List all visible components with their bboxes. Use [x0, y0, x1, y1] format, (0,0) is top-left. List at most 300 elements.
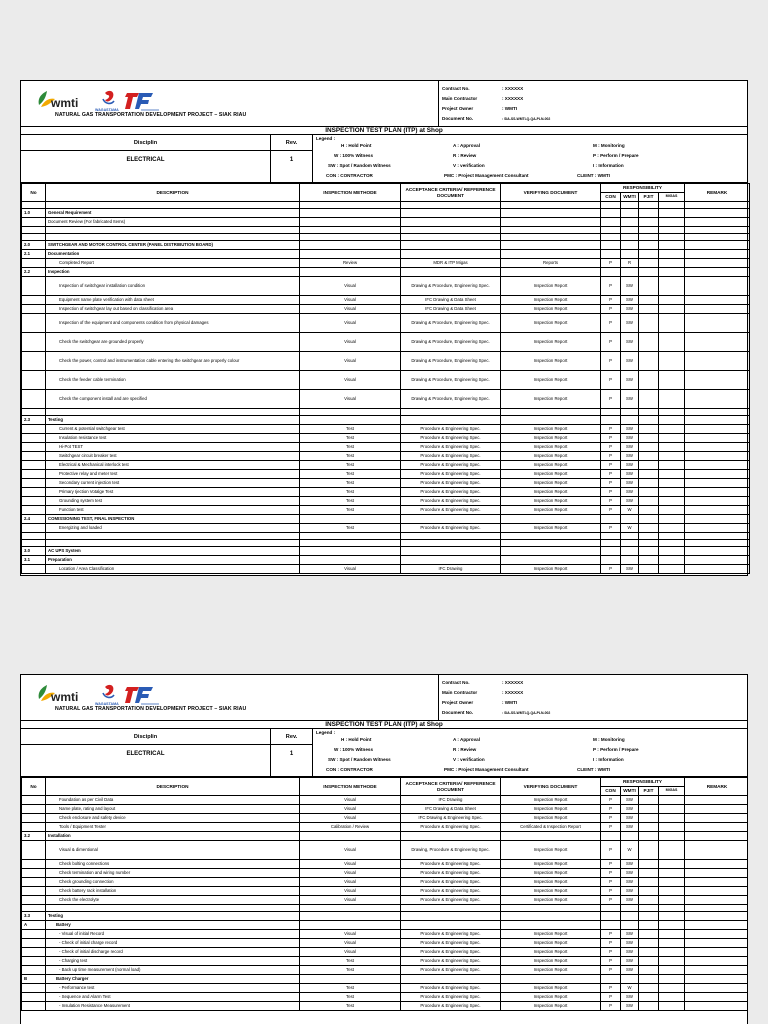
sheet-header — [21, 675, 747, 721]
legend-pmc: PMC : Project Management Consultant — [444, 767, 529, 772]
legend-h: H : Hold Point — [341, 143, 372, 148]
project-name: NATURAL GAS TRANSPORTATION DEVELOPMENT PROJECT – SIAK RIAU — [55, 706, 247, 712]
cell-pjit — [639, 202, 659, 209]
table-row — [22, 993, 749, 1002]
cell-wmti — [621, 268, 639, 277]
cell-no — [22, 565, 46, 574]
cell-wmti: SW — [621, 993, 639, 1002]
cell-c: Procedure & Engineering Spec. — [401, 443, 501, 452]
cell-c: Drawing & Procedure, Engineering Spec. — [401, 333, 501, 352]
cell-migas — [659, 984, 685, 993]
cell-remark — [685, 832, 748, 841]
cell-c — [401, 268, 501, 277]
cell-m — [300, 547, 401, 556]
cell-d: Visual & dimentional — [46, 841, 300, 860]
cell-con — [601, 409, 621, 416]
cell-m: Test — [300, 524, 401, 533]
cell-wmti: SW — [621, 333, 639, 352]
cell-m: Visual — [300, 333, 401, 352]
cell-con — [601, 234, 621, 241]
cell-c: IFC Drawing & Engineering Spec. — [401, 814, 501, 823]
cell-pjit — [639, 912, 659, 921]
cell-migas — [659, 425, 685, 434]
cell-no — [22, 966, 46, 975]
document-label: Document No. — [442, 116, 474, 121]
cell-wmti — [621, 234, 639, 241]
cell-pjit — [639, 984, 659, 993]
cell-wmti: SW — [621, 488, 639, 497]
cell-con: P — [601, 434, 621, 443]
cell-c — [401, 227, 501, 234]
cell-v: Inspection Report — [501, 984, 601, 993]
cell-pjit — [639, 333, 659, 352]
cell-wmti — [621, 241, 639, 250]
cell-d: Battery Charger — [46, 975, 300, 984]
cell-con: P — [601, 896, 621, 905]
cell-pjit — [639, 948, 659, 957]
cell-no — [22, 823, 46, 832]
cell-wmti: SW — [621, 887, 639, 896]
cell-d: Grounding system test — [46, 497, 300, 506]
cell-pjit — [639, 227, 659, 234]
cell-con: P — [601, 869, 621, 878]
cell-remark — [685, 277, 750, 296]
cell-d: Check the feeder cable termination — [46, 371, 300, 390]
project-name: NATURAL GAS TRANSPORTATION DEVELOPMENT PROJECT – SIAK RIAU — [55, 112, 247, 118]
cell-c: MDR & ITP Migas — [401, 259, 501, 268]
cell-migas — [659, 250, 685, 259]
cell-wmti: SW — [621, 296, 639, 305]
cell-con — [601, 912, 621, 921]
cell-pjit — [639, 975, 659, 984]
cell-pjit — [639, 565, 659, 574]
cell-con: P — [601, 371, 621, 390]
itp-sheet-1 — [20, 80, 748, 576]
cell-no — [22, 524, 46, 533]
cell-pjit — [639, 390, 659, 409]
cell-remark — [685, 241, 750, 250]
cell-c: Procedure & Engineering Spec. — [401, 860, 501, 869]
table-row — [22, 333, 750, 352]
cell-c: Drawing & Procedure, Engineering Spec. — [401, 277, 501, 296]
cell-v — [501, 905, 601, 912]
wagastama-logo-text: WAGASTAMA — [95, 702, 119, 706]
cell-v: Inspection Report — [501, 841, 601, 860]
cell-c: Procedure & Engineering Spec. — [401, 524, 501, 533]
cell-con: P — [601, 305, 621, 314]
contract-label: Contract No. — [442, 86, 470, 91]
cell-d — [46, 234, 300, 241]
cell-con: P — [601, 814, 621, 823]
cell-con — [601, 268, 621, 277]
cell-migas — [659, 479, 685, 488]
table-row — [22, 506, 750, 515]
cell-pjit — [639, 234, 659, 241]
cell-c — [401, 556, 501, 565]
cell-wmti: SW — [621, 470, 639, 479]
table-row — [22, 390, 750, 409]
cell-m: Test — [300, 1002, 401, 1011]
cell-remark — [685, 796, 748, 805]
cell-pjit — [639, 957, 659, 966]
legend-sw: SW : Spot / Random Witness — [328, 163, 391, 168]
cell-remark — [685, 497, 750, 506]
cell-remark — [685, 227, 750, 234]
col-responsibility: RESPONSIBILITY — [601, 184, 685, 193]
legend-p: P : Perform / Prepare — [593, 153, 639, 158]
col-pjit: PJIT — [639, 193, 659, 202]
cell-c: Drawing & Procedure, Engineering Spec. — [401, 314, 501, 333]
cell-d: Insulation resistance test — [46, 434, 300, 443]
cell-no — [22, 227, 46, 234]
cell-v: Inspection Report — [501, 796, 601, 805]
cell-v: Inspection Report — [501, 425, 601, 434]
cell-con: P — [601, 390, 621, 409]
cell-remark — [685, 905, 748, 912]
cell-no — [22, 443, 46, 452]
cell-v: Inspection Report — [501, 479, 601, 488]
cell-c — [401, 250, 501, 259]
table-row — [22, 805, 749, 814]
cell-no — [22, 930, 46, 939]
col-remark: REMARK — [685, 778, 748, 796]
cell-m: Visual — [300, 841, 401, 860]
cell-pjit — [639, 930, 659, 939]
cell-migas — [659, 878, 685, 887]
cell-d: - Visual of initial Record — [46, 930, 300, 939]
cell-migas — [659, 277, 685, 296]
cell-remark — [685, 268, 750, 277]
cell-v: Inspection Report — [501, 887, 601, 896]
cell-remark — [685, 333, 750, 352]
contract-value: : XXXXXX — [502, 680, 524, 685]
cell-wmti — [621, 921, 639, 930]
col-migas: MIGAS — [659, 193, 685, 202]
legend-w: W : 100% Witness — [334, 747, 374, 752]
table-row — [22, 409, 750, 416]
cell-m — [300, 250, 401, 259]
cell-con — [601, 921, 621, 930]
cell-con: P — [601, 878, 621, 887]
cell-wmti: SW — [621, 390, 639, 409]
cell-remark — [685, 470, 750, 479]
legend-m: M : Monitoring — [593, 143, 625, 148]
cell-no — [22, 371, 46, 390]
cell-wmti: SW — [621, 425, 639, 434]
cell-d: Check battery rack installation — [46, 887, 300, 896]
cell-v — [501, 975, 601, 984]
owner-label: Project Owner — [442, 106, 474, 111]
cell-remark — [685, 416, 750, 425]
table-row — [22, 470, 750, 479]
cell-migas — [659, 975, 685, 984]
cell-wmti: W — [621, 984, 639, 993]
cell-migas — [659, 912, 685, 921]
cell-no — [22, 488, 46, 497]
cell-wmti: W — [621, 506, 639, 515]
cell-no: 3.0 — [22, 547, 46, 556]
cell-pjit — [639, 434, 659, 443]
cell-con: P — [601, 957, 621, 966]
cell-v: Inspection Report — [501, 461, 601, 470]
company-logos — [35, 87, 265, 113]
cell-wmti — [621, 409, 639, 416]
cell-remark — [685, 461, 750, 470]
cell-remark — [685, 939, 748, 948]
cell-v: Inspection Report — [501, 957, 601, 966]
cell-migas — [659, 218, 685, 227]
cell-pjit — [639, 878, 659, 887]
cell-remark — [685, 352, 750, 371]
col-remark: REMARK — [685, 184, 750, 202]
cell-v: Inspection Report — [501, 805, 601, 814]
cell-v — [501, 250, 601, 259]
cell-m — [300, 905, 401, 912]
contract-info — [438, 81, 749, 127]
cell-remark — [685, 259, 750, 268]
cell-m — [300, 268, 401, 277]
col-pjit: PJIT — [639, 787, 659, 796]
col-description: DESCRIPTION — [46, 184, 300, 202]
cell-no — [22, 506, 46, 515]
table-row — [22, 930, 749, 939]
cell-migas — [659, 443, 685, 452]
cell-wmti — [621, 515, 639, 524]
table-row — [22, 209, 750, 218]
col-verifying: VERIFYING DOCUMENT — [501, 778, 601, 796]
cell-remark — [685, 896, 748, 905]
cell-remark — [685, 975, 748, 984]
cell-v: Inspection Report — [501, 524, 601, 533]
cell-no — [22, 425, 46, 434]
cell-v — [501, 540, 601, 547]
cell-no — [22, 878, 46, 887]
table-row — [22, 371, 750, 390]
cell-m: Test — [300, 488, 401, 497]
cell-no — [22, 470, 46, 479]
cell-remark — [685, 823, 748, 832]
cell-d: - Charging test — [46, 957, 300, 966]
cell-v — [501, 241, 601, 250]
cell-d: COMISSIONING TEST, FINAL INSPECTION — [46, 515, 300, 524]
cell-con — [601, 832, 621, 841]
cell-d — [46, 409, 300, 416]
cell-remark — [685, 250, 750, 259]
cell-d: - Check of initial discharge record — [46, 948, 300, 957]
cell-remark — [685, 921, 748, 930]
cell-wmti — [621, 556, 639, 565]
cell-no — [22, 540, 46, 547]
cell-wmti: SW — [621, 1002, 639, 1011]
cell-c: Procedure & Engineering Spec. — [401, 823, 501, 832]
cell-v: Inspection Report — [501, 305, 601, 314]
cell-migas — [659, 556, 685, 565]
cell-con: P — [601, 470, 621, 479]
cell-pjit — [639, 905, 659, 912]
legend-v: V : verification — [453, 163, 485, 168]
table-row — [22, 533, 750, 540]
cell-m: Test — [300, 425, 401, 434]
cell-remark — [685, 209, 750, 218]
cell-c: Procedure & Engineering Spec. — [401, 425, 501, 434]
cell-con: P — [601, 452, 621, 461]
cell-c: Procedure & Engineering Spec. — [401, 506, 501, 515]
cell-d: Name plate, rating and layout — [46, 805, 300, 814]
wagastama-logo-text: WAGASTAMA — [95, 108, 119, 112]
cell-con: P — [601, 333, 621, 352]
cell-d: - Check of initial charge record — [46, 939, 300, 948]
cell-no — [22, 887, 46, 896]
table-row — [22, 939, 749, 948]
cell-pjit — [639, 296, 659, 305]
cell-c: Procedure & Engineering Spec. — [401, 878, 501, 887]
cell-v: Inspection Report — [501, 390, 601, 409]
cell-wmti: SW — [621, 452, 639, 461]
cell-v: Inspection Report — [501, 434, 601, 443]
table-row — [22, 832, 749, 841]
cell-no — [22, 390, 46, 409]
cell-no — [22, 860, 46, 869]
cell-remark — [685, 479, 750, 488]
cell-m: Visual — [300, 869, 401, 878]
cell-con — [601, 540, 621, 547]
cell-con: P — [601, 497, 621, 506]
cell-pjit — [639, 443, 659, 452]
discipline-label: Disciplin — [21, 135, 270, 151]
table-row — [22, 227, 750, 234]
cell-d: Check termination and wiring number — [46, 869, 300, 878]
cell-v: Inspection Report — [501, 470, 601, 479]
cell-migas — [659, 896, 685, 905]
cell-d: - Performance test — [46, 984, 300, 993]
cell-con: P — [601, 887, 621, 896]
cell-migas — [659, 305, 685, 314]
cell-wmti: SW — [621, 948, 639, 957]
cell-wmti — [621, 547, 639, 556]
cell-pjit — [639, 409, 659, 416]
cell-no — [22, 814, 46, 823]
table-row — [22, 975, 749, 984]
cell-d: Location / Area Classification — [46, 565, 300, 574]
cell-pjit — [639, 452, 659, 461]
cell-pjit — [639, 533, 659, 540]
cell-d: Function test — [46, 506, 300, 515]
cell-migas — [659, 547, 685, 556]
cell-d: Documentation — [46, 250, 300, 259]
table-row — [22, 524, 750, 533]
cell-migas — [659, 948, 685, 957]
cell-no — [22, 296, 46, 305]
cell-migas — [659, 241, 685, 250]
cell-d: Check enclosure and safety device — [46, 814, 300, 823]
cell-wmti: SW — [621, 443, 639, 452]
cell-remark — [685, 1002, 748, 1011]
cell-m: Visual — [300, 860, 401, 869]
cell-no — [22, 957, 46, 966]
cell-no — [22, 218, 46, 227]
cell-con: P — [601, 984, 621, 993]
cell-v: Inspection Report — [501, 966, 601, 975]
cell-con: P — [601, 479, 621, 488]
cell-migas — [659, 268, 685, 277]
discipline-cell — [21, 729, 271, 777]
cell-no — [22, 896, 46, 905]
cell-remark — [685, 948, 748, 957]
cell-wmti: SW — [621, 434, 639, 443]
cell-wmti: SW — [621, 896, 639, 905]
cell-migas — [659, 352, 685, 371]
table-row — [22, 488, 750, 497]
cell-migas — [659, 966, 685, 975]
cell-m: Test — [300, 452, 401, 461]
cell-m: Visual — [300, 930, 401, 939]
cell-c — [401, 540, 501, 547]
cell-no: B — [22, 975, 46, 984]
cell-no — [22, 939, 46, 948]
cell-d: Testing — [46, 416, 300, 425]
cell-remark — [685, 371, 750, 390]
cell-no: 2.1 — [22, 250, 46, 259]
cell-migas — [659, 540, 685, 547]
cell-pjit — [639, 352, 659, 371]
cell-con: P — [601, 805, 621, 814]
cell-no — [22, 202, 46, 209]
cell-d — [46, 533, 300, 540]
cell-wmti: SW — [621, 814, 639, 823]
table-row — [22, 1002, 749, 1011]
cell-migas — [659, 234, 685, 241]
cell-v: Inspection Report — [501, 371, 601, 390]
cell-no: 3.3 — [22, 912, 46, 921]
cell-migas — [659, 515, 685, 524]
table-row — [22, 425, 750, 434]
legend-i: I : Information — [593, 163, 624, 168]
cell-con: P — [601, 314, 621, 333]
cell-c: Procedure & Engineering Spec. — [401, 896, 501, 905]
table-row — [22, 841, 749, 860]
cell-d: Current & potential switchgear test — [46, 425, 300, 434]
cell-pjit — [639, 869, 659, 878]
cell-pjit — [639, 470, 659, 479]
legend-title: Legend : — [316, 730, 336, 735]
cell-d: - Insulation Resistance Measurement — [46, 1002, 300, 1011]
cell-d: Check the component install and are specified — [46, 390, 300, 409]
legend-a: A : Approval — [453, 143, 480, 148]
cell-pjit — [639, 524, 659, 533]
cell-v: Inspection Report — [501, 506, 601, 515]
cell-con: P — [601, 524, 621, 533]
cell-pjit — [639, 540, 659, 547]
cell-c: IFC Drawing & Data Sheet — [401, 305, 501, 314]
cell-m — [300, 241, 401, 250]
legend-sw: SW : Spot / Random Witness — [328, 757, 391, 762]
cell-pjit — [639, 305, 659, 314]
table-row — [22, 479, 750, 488]
cell-v — [501, 556, 601, 565]
cell-remark — [685, 814, 748, 823]
cell-v — [501, 547, 601, 556]
cell-remark — [685, 434, 750, 443]
legend-con: CON : CONTRACTOR — [326, 173, 373, 178]
cell-remark — [685, 556, 750, 565]
cell-c: Drawing, Procedure & Engineering Spec. — [401, 841, 501, 860]
cell-con — [601, 547, 621, 556]
cell-remark — [685, 841, 748, 860]
sheet-header — [21, 81, 747, 127]
col-method: INSPECTION METHODE — [300, 184, 401, 202]
owner-value: : WMTI — [502, 700, 518, 705]
itp-table-1 — [21, 183, 750, 574]
